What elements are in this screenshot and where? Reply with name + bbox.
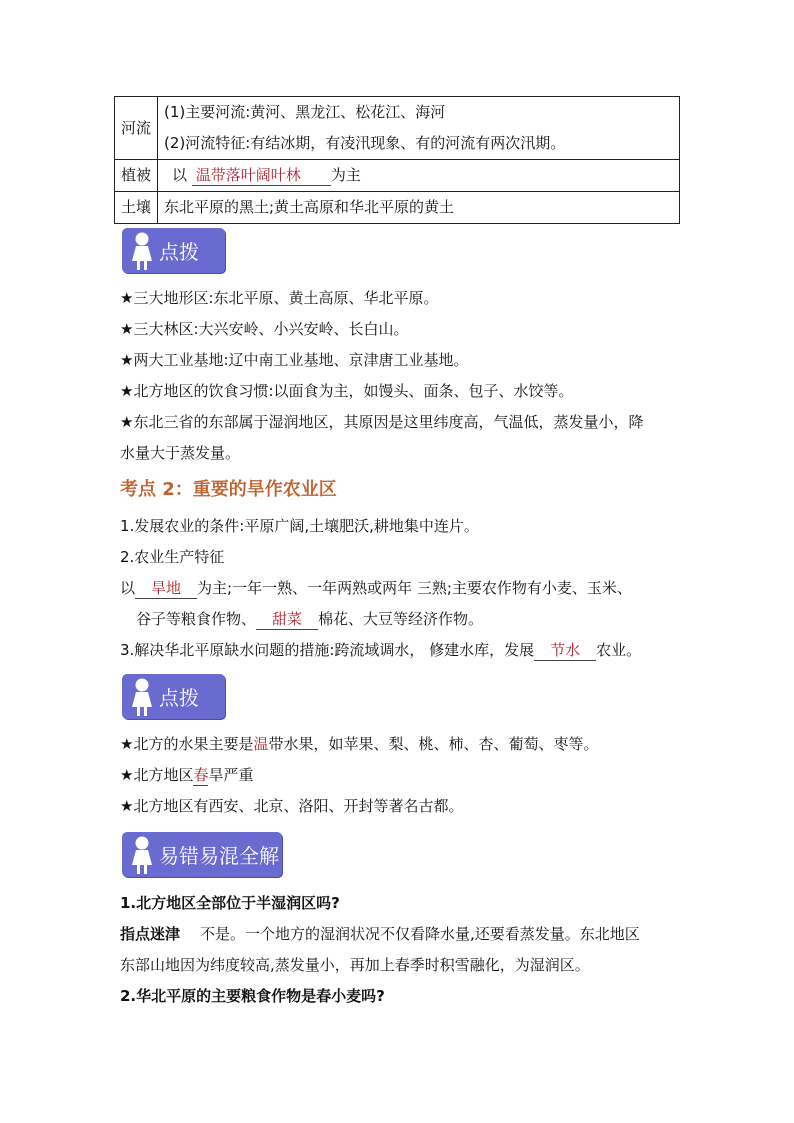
tip-badge — [122, 228, 225, 273]
tip-line: ★北方地区春旱严重 — [120, 766, 254, 784]
tip-line: ★三大地形区:东北平原、黄土高原、华北平原。 — [120, 289, 439, 307]
table-row — [115, 97, 680, 160]
answer-blank: 甜菜 — [256, 609, 318, 630]
row-head-vegetation: 植被 — [115, 160, 158, 192]
faq-question-2: 2.华北平原的主要粮食作物是春小麦吗? — [120, 987, 385, 1005]
answer-blank: 节水 — [534, 640, 596, 661]
faq-question-1: 1.北方地区全部位于半湿润区吗? — [120, 894, 340, 912]
person-icon — [129, 835, 155, 875]
person-icon — [129, 231, 155, 271]
tip-line: ★两大工业基地:辽中南工业基地、京津唐工业基地。 — [120, 351, 469, 369]
rivers-line-2: (2)河流特征:有结冰期，有凌汛现象、有的河流有两次汛期。 — [164, 134, 566, 152]
badge-label: 点拨 — [159, 240, 199, 264]
answer-blank: 旱地 — [135, 578, 197, 599]
faq-answer-1: 指点迷津 不是。一个地方的湿润状况不仅看降水量,还要看蒸发量。东北地区 — [120, 925, 640, 943]
rivers-line-1: (1)主要河流:黄河、黑龙江、松花江、海河 — [164, 103, 446, 121]
row-head-rivers: 河流 — [115, 97, 158, 160]
vegetation-answer: 温带落叶阔叶林 — [192, 165, 331, 186]
tip-line: ★北方的水果主要是温带水果，如苹果、梨、桃、柿、杏、葡萄、枣等。 — [120, 735, 599, 753]
tip-line: ★三大林区:大兴安岭、小兴安岭、长白山。 — [120, 320, 409, 338]
answer-label: 指点迷津 — [120, 925, 181, 943]
faq-answer-1-cont: 东部山地因为纬度较高,蒸发量小，再加上春季时积雪融化，为湿润区。 — [120, 956, 590, 974]
section-paragraph-line-1: 以 旱地 为主;一年一熟、一年两熟或两年 三熟;主要农作物有小麦、玉米、 — [120, 579, 632, 597]
soil-text: 东北平原的黑土;黄土高原和华北平原的黄土 — [158, 192, 680, 224]
section-item-2: 2.农业生产特征 — [120, 548, 225, 566]
vegetation-prefix: 以 — [172, 166, 188, 184]
tip-line: ★东北三省的东部属于湿润地区，其原因是这里纬度高，气温低，蒸发量小，降 — [120, 413, 644, 431]
section-paragraph-line-2: 谷子等粮食作物、 甜菜 棉花、大豆等经济作物。 — [136, 610, 484, 628]
vegetation-suffix: 为主 — [330, 166, 361, 184]
table-row — [115, 192, 680, 224]
badge-label: 易错易混全解 — [159, 844, 279, 868]
badge-label: 点拨 — [159, 686, 199, 710]
geo-summary-table — [114, 96, 680, 224]
section-item-3: 3.解决华北平原缺水问题的措施:跨流域调水， 修建水库，发展 节水 农业。 — [120, 641, 642, 659]
tip-line: ★北方地区有西安、北京、洛阳、开封等著名古都。 — [120, 797, 464, 815]
tip-badge — [122, 674, 225, 719]
tip-line: ★北方地区的饮食习惯:以面食为主，如馒头、面条、包子、水饺等。 — [120, 382, 574, 400]
section-item-1: 1.发展农业的条件:平原广阔,土壤肥沃,耕地集中连片。 — [120, 517, 479, 535]
confusion-badge — [122, 832, 282, 877]
person-icon — [129, 677, 155, 717]
row-head-soil: 土壤 — [115, 192, 158, 224]
tip-line: 水量大于蒸发量。 — [120, 444, 241, 462]
section-heading: 考点 2：重要的旱作农业区 — [120, 479, 337, 500]
table-row — [115, 160, 680, 192]
